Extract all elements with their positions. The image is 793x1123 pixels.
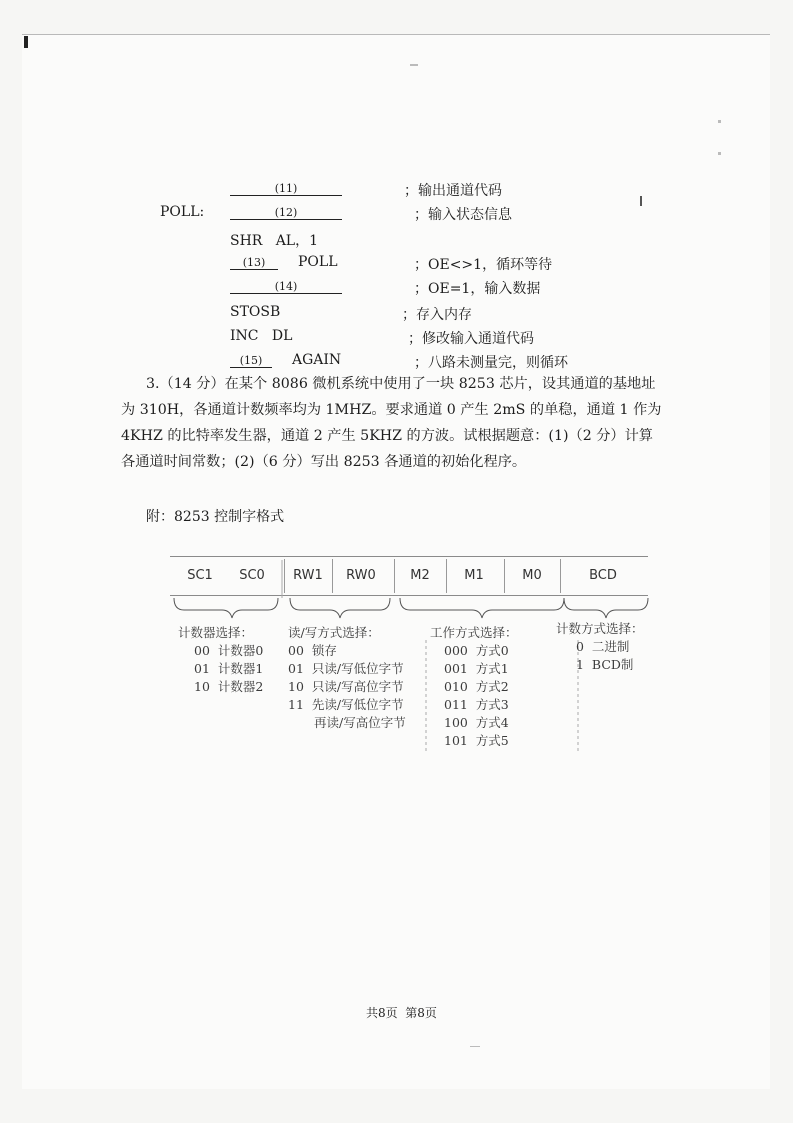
legend-item: 100 方式4 <box>444 715 509 730</box>
question-line-4: 各通道时间常数；(2)（6 分）写出 8253 各通道的初始化程序。 <box>121 454 527 470</box>
code-mnemonic-7: INC DL <box>230 328 293 344</box>
legend-item: 010 方式2 <box>444 679 509 694</box>
legend-item: 01 计数器1 <box>194 661 264 676</box>
legend-item: 10 只读/写高位字节 <box>288 679 404 694</box>
bit-rw0: RW0 <box>346 568 376 583</box>
appendix-title: 附：8253 控制字格式 <box>146 509 285 525</box>
bit-m2: M2 <box>410 568 430 583</box>
code-comment-5: ；OE=1，输入数据 <box>414 281 541 297</box>
legend-item: 01 只读/写低位字节 <box>288 661 404 676</box>
code-comment-1: ；输出通道代码 <box>404 183 502 199</box>
legend-item: 000 方式0 <box>444 643 509 658</box>
question-line-1: 3.（14 分）在某个 8086 微机系统中使用了一块 8253 芯片，设其通道的基地址 <box>146 376 656 392</box>
brace-counter-select <box>174 598 278 618</box>
code-mnemonic-8: AGAIN <box>292 352 342 368</box>
legend-heading: 计数器选择： <box>178 625 254 640</box>
bit-bcd: BCD <box>589 568 617 583</box>
answer-blank-14: (14) <box>230 279 342 294</box>
code-comment-8: ；八路未测量完，则循环 <box>414 355 568 371</box>
legend-item: 00 锁存 <box>288 643 337 658</box>
code-mnemonic-6: STOSB <box>230 304 281 320</box>
bit-sc1: SC1 <box>187 568 213 583</box>
brace-rw-select <box>290 598 390 618</box>
legend-rw-select <box>288 624 406 732</box>
answer-blank-12: (12) <box>230 205 342 220</box>
legend-counter-select <box>178 624 263 696</box>
legend-item: 再读/写高位字节 <box>314 715 406 730</box>
code-mnemonic-4: POLL <box>298 254 338 270</box>
legend-count-select <box>556 620 644 674</box>
legend-item: 00 计数器0 <box>194 643 264 658</box>
bit-rw1: RW1 <box>293 568 323 583</box>
answer-blank-11: (11) <box>230 181 342 196</box>
code-comment-4: ；OE<>1，循环等待 <box>414 257 553 273</box>
legend-item: 0 二进制 <box>576 639 630 654</box>
bit-sc0: SC0 <box>239 568 265 583</box>
code-comment-6: ；存入内存 <box>402 307 472 323</box>
question-line-3: 4KHZ 的比特率发生器，通道 2 产生 5KHZ 的方波。试根据题意：(1)（2 分）计算 <box>121 428 653 444</box>
legend-heading: 计数方式选择： <box>556 621 644 636</box>
question-line-2: 为 310H，各通道计数频率均为 1MHZ。要求通道 0 产生 2mS 的单稳，通道 1 作为 <box>121 402 662 418</box>
legend-item: 11 先读/写低位字节 <box>288 697 404 712</box>
brace-count-select <box>564 598 648 618</box>
legend-item: 1 BCD制 <box>576 657 634 672</box>
code-mnemonic-3: SHR AL，1 <box>230 233 319 249</box>
brace-mode-select <box>400 598 564 618</box>
page-footer: 共8页 第8页 <box>366 1006 437 1020</box>
answer-blank-15: (15) <box>230 353 272 368</box>
legend-heading: 工作方式选择： <box>430 625 518 640</box>
legend-item: 10 计数器2 <box>194 679 264 694</box>
legend-item: 101 方式5 <box>444 733 509 748</box>
legend-heading: 读/写方式选择： <box>288 625 380 640</box>
bit-m0: M0 <box>522 568 542 583</box>
legend-item: 001 方式1 <box>444 661 509 676</box>
code-comment-7: ；修改输入通道代码 <box>408 331 534 347</box>
bit-m1: M1 <box>464 568 484 583</box>
legend-item: 011 方式3 <box>444 697 509 712</box>
answer-blank-13: (13) <box>230 255 278 270</box>
code-comment-2: ；输入状态信息 <box>414 207 512 223</box>
code-label-poll: POLL: <box>160 204 205 220</box>
legend-mode-select <box>430 624 518 750</box>
